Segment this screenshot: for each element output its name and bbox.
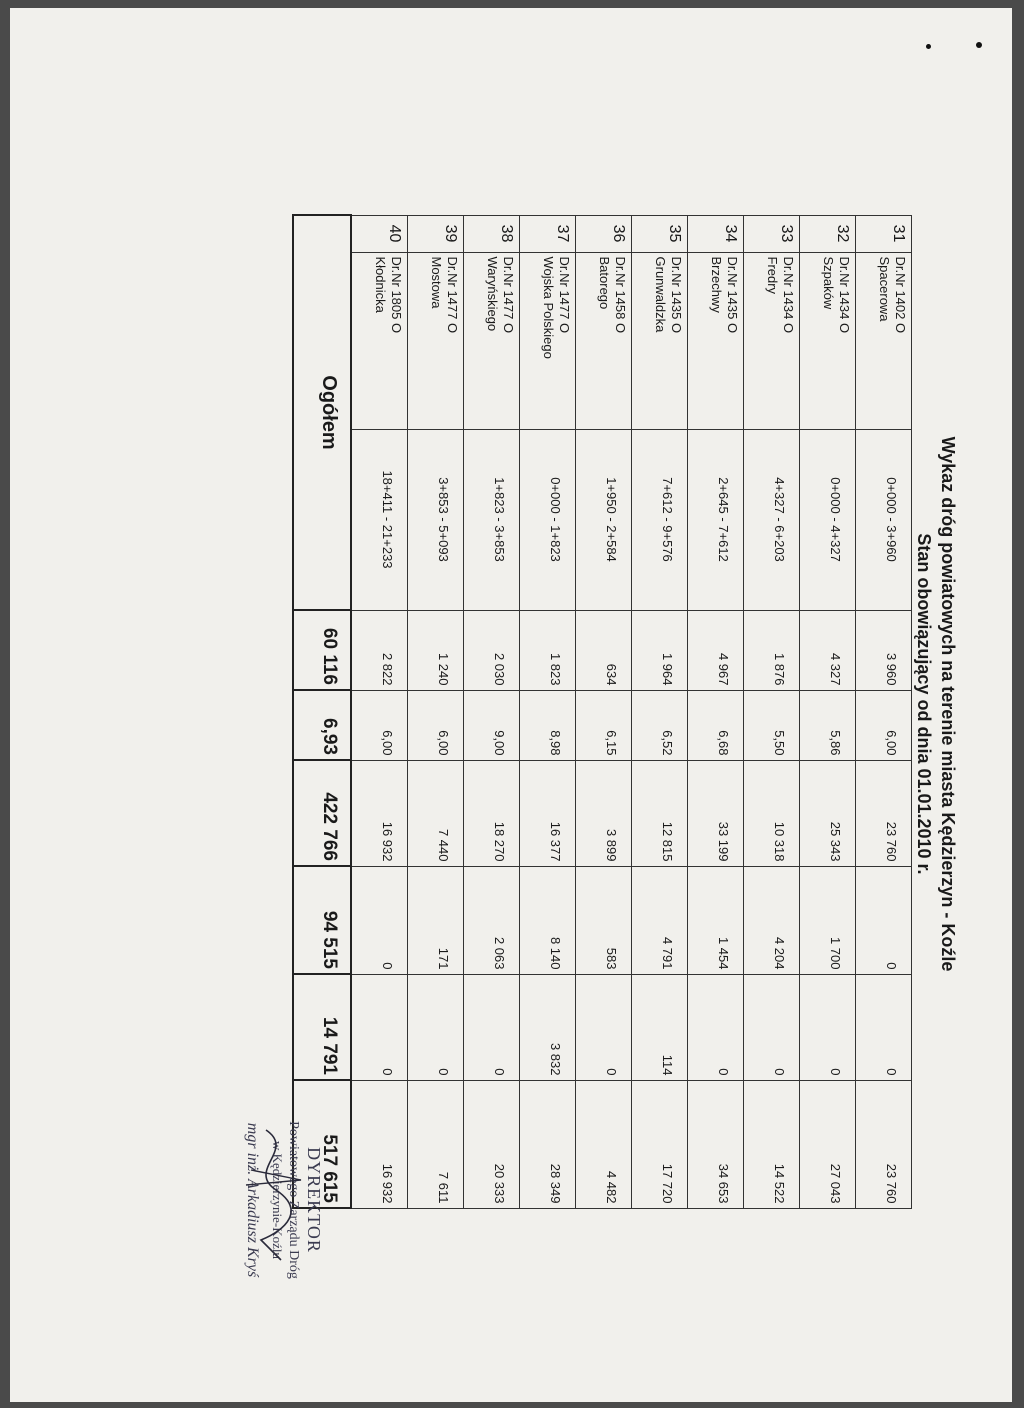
row-number: 36 xyxy=(576,215,632,252)
km-range: 18+411 - 21+233 xyxy=(351,429,408,610)
row-number: 37 xyxy=(520,215,576,252)
area-sidewalk-value: 1 700 xyxy=(800,866,856,974)
km-range: 4+327 - 6+203 xyxy=(744,429,800,610)
width-value: 5,86 xyxy=(800,690,856,760)
road-number: Dr.Nr 1435 O xyxy=(725,256,740,334)
area-sidewalk-value: 2 063 xyxy=(464,866,520,974)
km-range: 0+000 - 1+823 xyxy=(520,429,576,610)
area-road-value: 10 318 xyxy=(744,760,800,866)
area-other-value: 3 832 xyxy=(520,974,576,1080)
area-road-value: 23 760 xyxy=(856,760,912,866)
table-row xyxy=(688,215,744,1208)
length-value: 2 822 xyxy=(351,610,408,690)
row-number: 33 xyxy=(744,215,800,252)
total-area-sum: 517 615 xyxy=(293,1080,351,1208)
table-row xyxy=(800,215,856,1208)
table-row xyxy=(632,215,688,1208)
area-road-value: 16 377 xyxy=(520,760,576,866)
row-number: 35 xyxy=(632,215,688,252)
width-value: 6,68 xyxy=(688,690,744,760)
area-sum-value: 20 333 xyxy=(464,1080,520,1208)
area-road-value: 7 440 xyxy=(408,760,464,866)
area-road-value: 16 932 xyxy=(351,760,408,866)
road-number: Dr.Nr 1434 O xyxy=(781,256,796,334)
area-other-value: 0 xyxy=(464,974,520,1080)
stamp-signatory: mgr inż. Arkadiusz Kryś xyxy=(244,1122,261,1278)
area-sidewalk-value: 171 xyxy=(408,866,464,974)
stamp-institution: Powiatowego Zarządu Dróg xyxy=(286,1121,301,1279)
street-name: Waryńskiego xyxy=(485,256,500,332)
road-number: Dr.Nr 1477 O xyxy=(445,256,460,334)
length-value: 2 030 xyxy=(464,610,520,690)
road-name-cell xyxy=(744,252,800,429)
road-name-cell xyxy=(520,252,576,429)
table-row xyxy=(408,215,464,1208)
area-sum-value: 34 653 xyxy=(688,1080,744,1208)
area-sum-value: 4 482 xyxy=(576,1080,632,1208)
handwritten-signature xyxy=(236,1110,306,1290)
road-name-cell xyxy=(408,252,464,429)
road-name-cell xyxy=(351,252,408,429)
area-other-value: 0 xyxy=(856,974,912,1080)
row-number: 39 xyxy=(408,215,464,252)
street-name: Kłodnicka xyxy=(373,256,388,313)
length-value: 3 960 xyxy=(856,610,912,690)
roads-table xyxy=(292,214,912,1209)
km-range: 1+823 - 3+853 xyxy=(464,429,520,610)
area-sum-value: 17 720 xyxy=(632,1080,688,1208)
total-length: 60 116 xyxy=(293,610,351,690)
street-name: Mostowa xyxy=(429,256,444,309)
document-title: Wykaz dróg powiatowych na terenie miasta Kędzierzyn - Koźle xyxy=(938,436,958,972)
road-number: Dr.Nr 1477 O xyxy=(501,256,516,334)
row-number: 40 xyxy=(351,215,408,252)
area-sidewalk-value: 4 791 xyxy=(632,866,688,974)
street-name: Grunwaldzka xyxy=(653,256,668,333)
total-label: Ogółem xyxy=(293,215,351,610)
area-sum-value: 7 611 xyxy=(408,1080,464,1208)
street-name: Batorego xyxy=(597,256,612,310)
road-number: Dr.Nr 1477 O xyxy=(557,256,572,334)
length-value: 1 964 xyxy=(632,610,688,690)
area-road-value: 12 815 xyxy=(632,760,688,866)
area-sum-value: 16 932 xyxy=(351,1080,408,1208)
length-value: 634 xyxy=(576,610,632,690)
road-number: Dr.Nr 1434 O xyxy=(837,256,852,334)
table-row xyxy=(520,215,576,1208)
road-name-cell xyxy=(464,252,520,429)
area-sidewalk-value: 4 204 xyxy=(744,866,800,974)
width-value: 6,15 xyxy=(576,690,632,760)
area-sidewalk-value: 0 xyxy=(351,866,408,974)
total-area-road: 422 766 xyxy=(293,760,351,866)
total-width: 6,93 xyxy=(293,690,351,760)
area-other-value: 114 xyxy=(632,974,688,1080)
total-area-other: 14 791 xyxy=(293,974,351,1080)
row-number: 32 xyxy=(800,215,856,252)
area-sidewalk-value: 1 454 xyxy=(688,866,744,974)
area-other-value: 0 xyxy=(744,974,800,1080)
area-sum-value: 23 760 xyxy=(856,1080,912,1208)
width-value: 9,00 xyxy=(464,690,520,760)
width-value: 6,52 xyxy=(632,690,688,760)
table-row xyxy=(576,215,632,1208)
road-number: Dr.Nr 1402 O xyxy=(893,256,908,334)
road-number: Dr.Nr 1435 O xyxy=(669,256,684,334)
total-area-sidewalk: 94 515 xyxy=(293,866,351,974)
km-range: 0+000 - 4+327 xyxy=(800,429,856,610)
street-name: Brzechwy xyxy=(709,256,724,313)
road-name-cell xyxy=(632,252,688,429)
road-number: Dr.Nr 1458 O xyxy=(613,256,628,334)
area-other-value: 0 xyxy=(688,974,744,1080)
area-road-value: 25 343 xyxy=(800,760,856,866)
street-name: Fredry xyxy=(765,256,780,295)
director-stamp xyxy=(243,1070,324,1330)
road-number: Dr.Nr 1805 O xyxy=(389,256,404,334)
area-road-value: 18 270 xyxy=(464,760,520,866)
street-name: Wojska Polskiego xyxy=(541,256,556,359)
width-value: 6,00 xyxy=(856,690,912,760)
table-row xyxy=(351,215,408,1208)
street-name: Spacerowa xyxy=(877,256,892,322)
table-row xyxy=(856,215,912,1208)
area-road-value: 33 199 xyxy=(688,760,744,866)
area-sum-value: 14 522 xyxy=(744,1080,800,1208)
table-row xyxy=(464,215,520,1208)
width-value: 5,50 xyxy=(744,690,800,760)
length-value: 4 967 xyxy=(688,610,744,690)
length-value: 1 823 xyxy=(520,610,576,690)
row-number: 38 xyxy=(464,215,520,252)
road-name-cell xyxy=(688,252,744,429)
area-other-value: 0 xyxy=(351,974,408,1080)
area-sidewalk-value: 583 xyxy=(576,866,632,974)
width-value: 6,00 xyxy=(351,690,408,760)
area-sum-value: 28 349 xyxy=(520,1080,576,1208)
length-value: 1 240 xyxy=(408,610,464,690)
width-value: 8,98 xyxy=(520,690,576,760)
stamp-location: w Kędzierzynie-Koźlu xyxy=(270,1140,285,1260)
length-value: 4 327 xyxy=(800,610,856,690)
road-name-cell xyxy=(576,252,632,429)
road-name-cell xyxy=(800,252,856,429)
area-sidewalk-value: 0 xyxy=(856,866,912,974)
street-name: Szpaków xyxy=(821,256,836,310)
row-number: 31 xyxy=(856,215,912,252)
total-row xyxy=(293,215,351,1208)
km-range: 7+612 - 9+576 xyxy=(632,429,688,610)
area-sidewalk-value: 8 140 xyxy=(520,866,576,974)
width-value: 6,00 xyxy=(408,690,464,760)
area-sum-value: 27 043 xyxy=(800,1080,856,1208)
row-number: 34 xyxy=(688,215,744,252)
area-road-value: 3 899 xyxy=(576,760,632,866)
area-other-value: 0 xyxy=(408,974,464,1080)
document-subtitle: Stan obowiązujący od dnia 01.01.2010 r. xyxy=(914,533,934,875)
road-name-cell xyxy=(856,252,912,429)
km-range: 1+950 - 2+584 xyxy=(576,429,632,610)
area-other-value: 0 xyxy=(576,974,632,1080)
km-range: 0+000 - 3+960 xyxy=(856,429,912,610)
table-row xyxy=(744,215,800,1208)
km-range: 2+645 - 7+612 xyxy=(688,429,744,610)
stamp-title: DYREKTOR xyxy=(304,1147,324,1253)
length-value: 1 876 xyxy=(744,610,800,690)
area-other-value: 0 xyxy=(800,974,856,1080)
km-range: 3+853 - 5+093 xyxy=(408,429,464,610)
